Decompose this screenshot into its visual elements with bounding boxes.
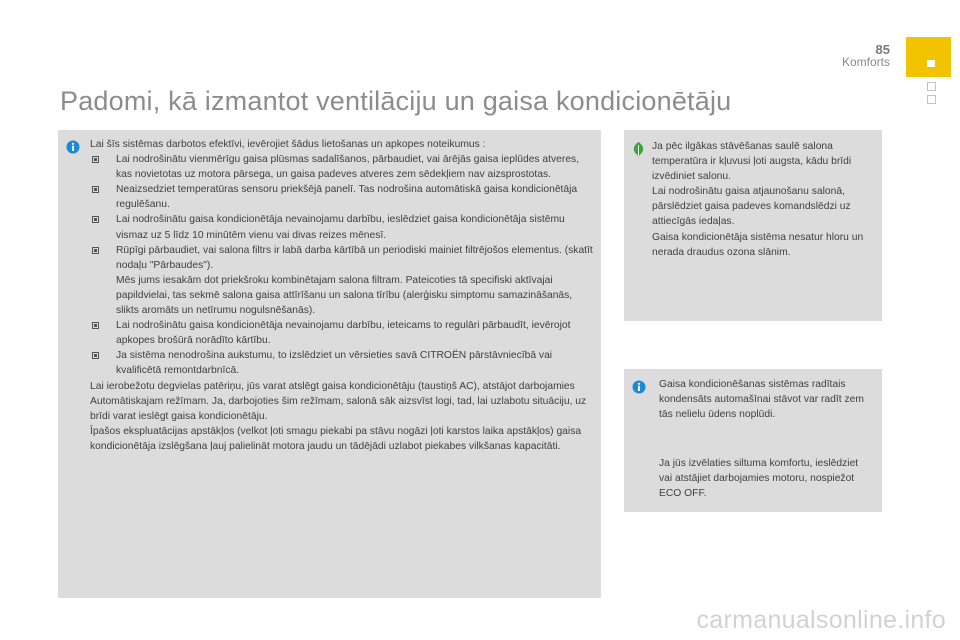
chapter-box-icon[interactable] [927, 82, 936, 91]
list-item: Neaizsedziet temperatūras sensoru priekšējā panelī. Tas nodrošina automātiskā gaisa kondicionētāja regulēšanu. [90, 182, 595, 212]
watermark: carmanualsonline.info [696, 606, 946, 634]
section-name: Komforts [841, 55, 890, 69]
tips-list [90, 152, 595, 378]
list-item: Lai nodrošinātu gaisa kondicionētāja nevainojamu darbību, ieslēdziet gaisa kondicionētāja sistēmu vismaz uz 5 līdz 10 minūtēm vienu vai divas reizes mēnesī. [90, 212, 595, 242]
list-item: Ja sistēma nenodrošina aukstumu, to izslēdziet un vērsieties savā CITROËN pārstāvniecībā vai kvalificētā remontdarbnīcā. [90, 348, 595, 378]
list-item: Rūpīgi pārbaudiet, vai salona filtrs ir labā darba kārtībā un periodiski mainiet filtrējošos elementus. (skatīt nodaļu "Pārbaudes"). Mēs jums iesakām dot priekšroku kombinētajam salona filtram. Pateicoties tā specifiski aktīvajai papildvielai, tas sekmē salona gaisa attīrīšanu un salona tīrību (alerģisku simptomu samazināšanās, slikts aromāts un netīrumu nogulsnēšanās). [90, 243, 595, 318]
filter-note: Mēs jums iesakām dot priekšroku kombinētajam salona filtram. Pateicoties tā specifiski aktīvajai papildvielai, tas sekmē salona gaisa attīrīšanu un salona tīrību (alerģisku simptomu samazināšanās, slikts aromāts un netīrumu nogulsnēšanās). [116, 274, 573, 317]
eco-paragraph: Lai nodrošinātu gaisa atjaunošanu salonā, pārslēdziet gaisa padeves komandslēdzi uz attiecīgās iedaļas. [652, 186, 851, 228]
page-number: 85 [875, 42, 890, 57]
chapter-tab[interactable] [906, 37, 951, 77]
page-title: Padomi, kā izmantot ventilāciju un gaisa kondicionētāju [60, 86, 732, 116]
square-bullet-icon [92, 156, 99, 163]
eco-paragraph: Ja pēc ilgākas stāvēšanas saulē salona temperatūra ir kļuvusi ļoti augsta, kādu brīdi izvēdiniet salonu. [652, 141, 852, 183]
square-bullet-icon [92, 247, 99, 254]
intro-text: Lai šīs sistēmas darbotos efektīvi, ievērojiet šādus lietošanas un apkopes noteikumus : [90, 139, 486, 150]
info-icon [66, 140, 80, 154]
list-item: Lai nodrošinātu gaisa kondicionētāja nevainojamu darbību, ieteicams to regulāri pārbaudīt, ievērojot apkopes brošūrā norādīto kārtību. [90, 318, 595, 348]
info-icon [632, 380, 646, 394]
square-bullet-icon [92, 186, 99, 193]
chapter-tab-marker [927, 60, 935, 67]
chapter-box-icon[interactable] [927, 95, 936, 104]
condensation-note: Gaisa kondicionēšanas sistēmas radītais kondensāts automašīnai stāvot var radīt zem tās nelielu ūdens noplūdi. [659, 379, 864, 421]
fuel-saving-note: Lai ierobežotu degvielas patēriņu, jūs varat atslēgt gaisa kondicionētāju (taustiņš AC), atstājot darbojamies Automātiskajam režīmam. Ja, darbojoties šim režīmam, salonā sāk aizsvīst logi, tad, lai uzlabotu situāciju, uz brīdi varat ieslēgt gaisa kondicionētāju. [90, 380, 587, 422]
square-bullet-icon [92, 216, 99, 223]
eco-paragraph: Gaisa kondicionētāja sistēma nesatur hloru un nerada draudus ozona slānim. [652, 231, 864, 258]
towing-note: Īpašos ekspluatācijas apstākļos (velkot ļoti smagu piekabi pa stāvu nogāzi ļoti karstos laika apstākļos) gaisa kondicionētāja izslēgšana ļauj palielināt motora jaudu un tādējādi uzlabot piekabes vilkšanas kapacitāti. [90, 425, 582, 452]
eco-tips-text [652, 139, 874, 260]
eco-off-note: Ja jūs izvēlaties siltuma komfortu, ieslēdziet vai atstājiet darbojamies motoru, nospiežot ECO OFF. [659, 458, 859, 500]
square-bullet-icon [92, 352, 99, 359]
square-bullet-icon [92, 322, 99, 329]
leaf-icon [631, 141, 646, 158]
main-tips-text [90, 137, 595, 454]
list-item: Lai nodrošinātu vienmērīgu gaisa plūsmas sadalīšanos, pārbaudiet, vai ārējās gaisa ieplūdes atveres, kas novietotas uz motora pārsega, un gaisa padeves atveres zem sēdekļiem nav aizsprostotas. [90, 152, 595, 182]
